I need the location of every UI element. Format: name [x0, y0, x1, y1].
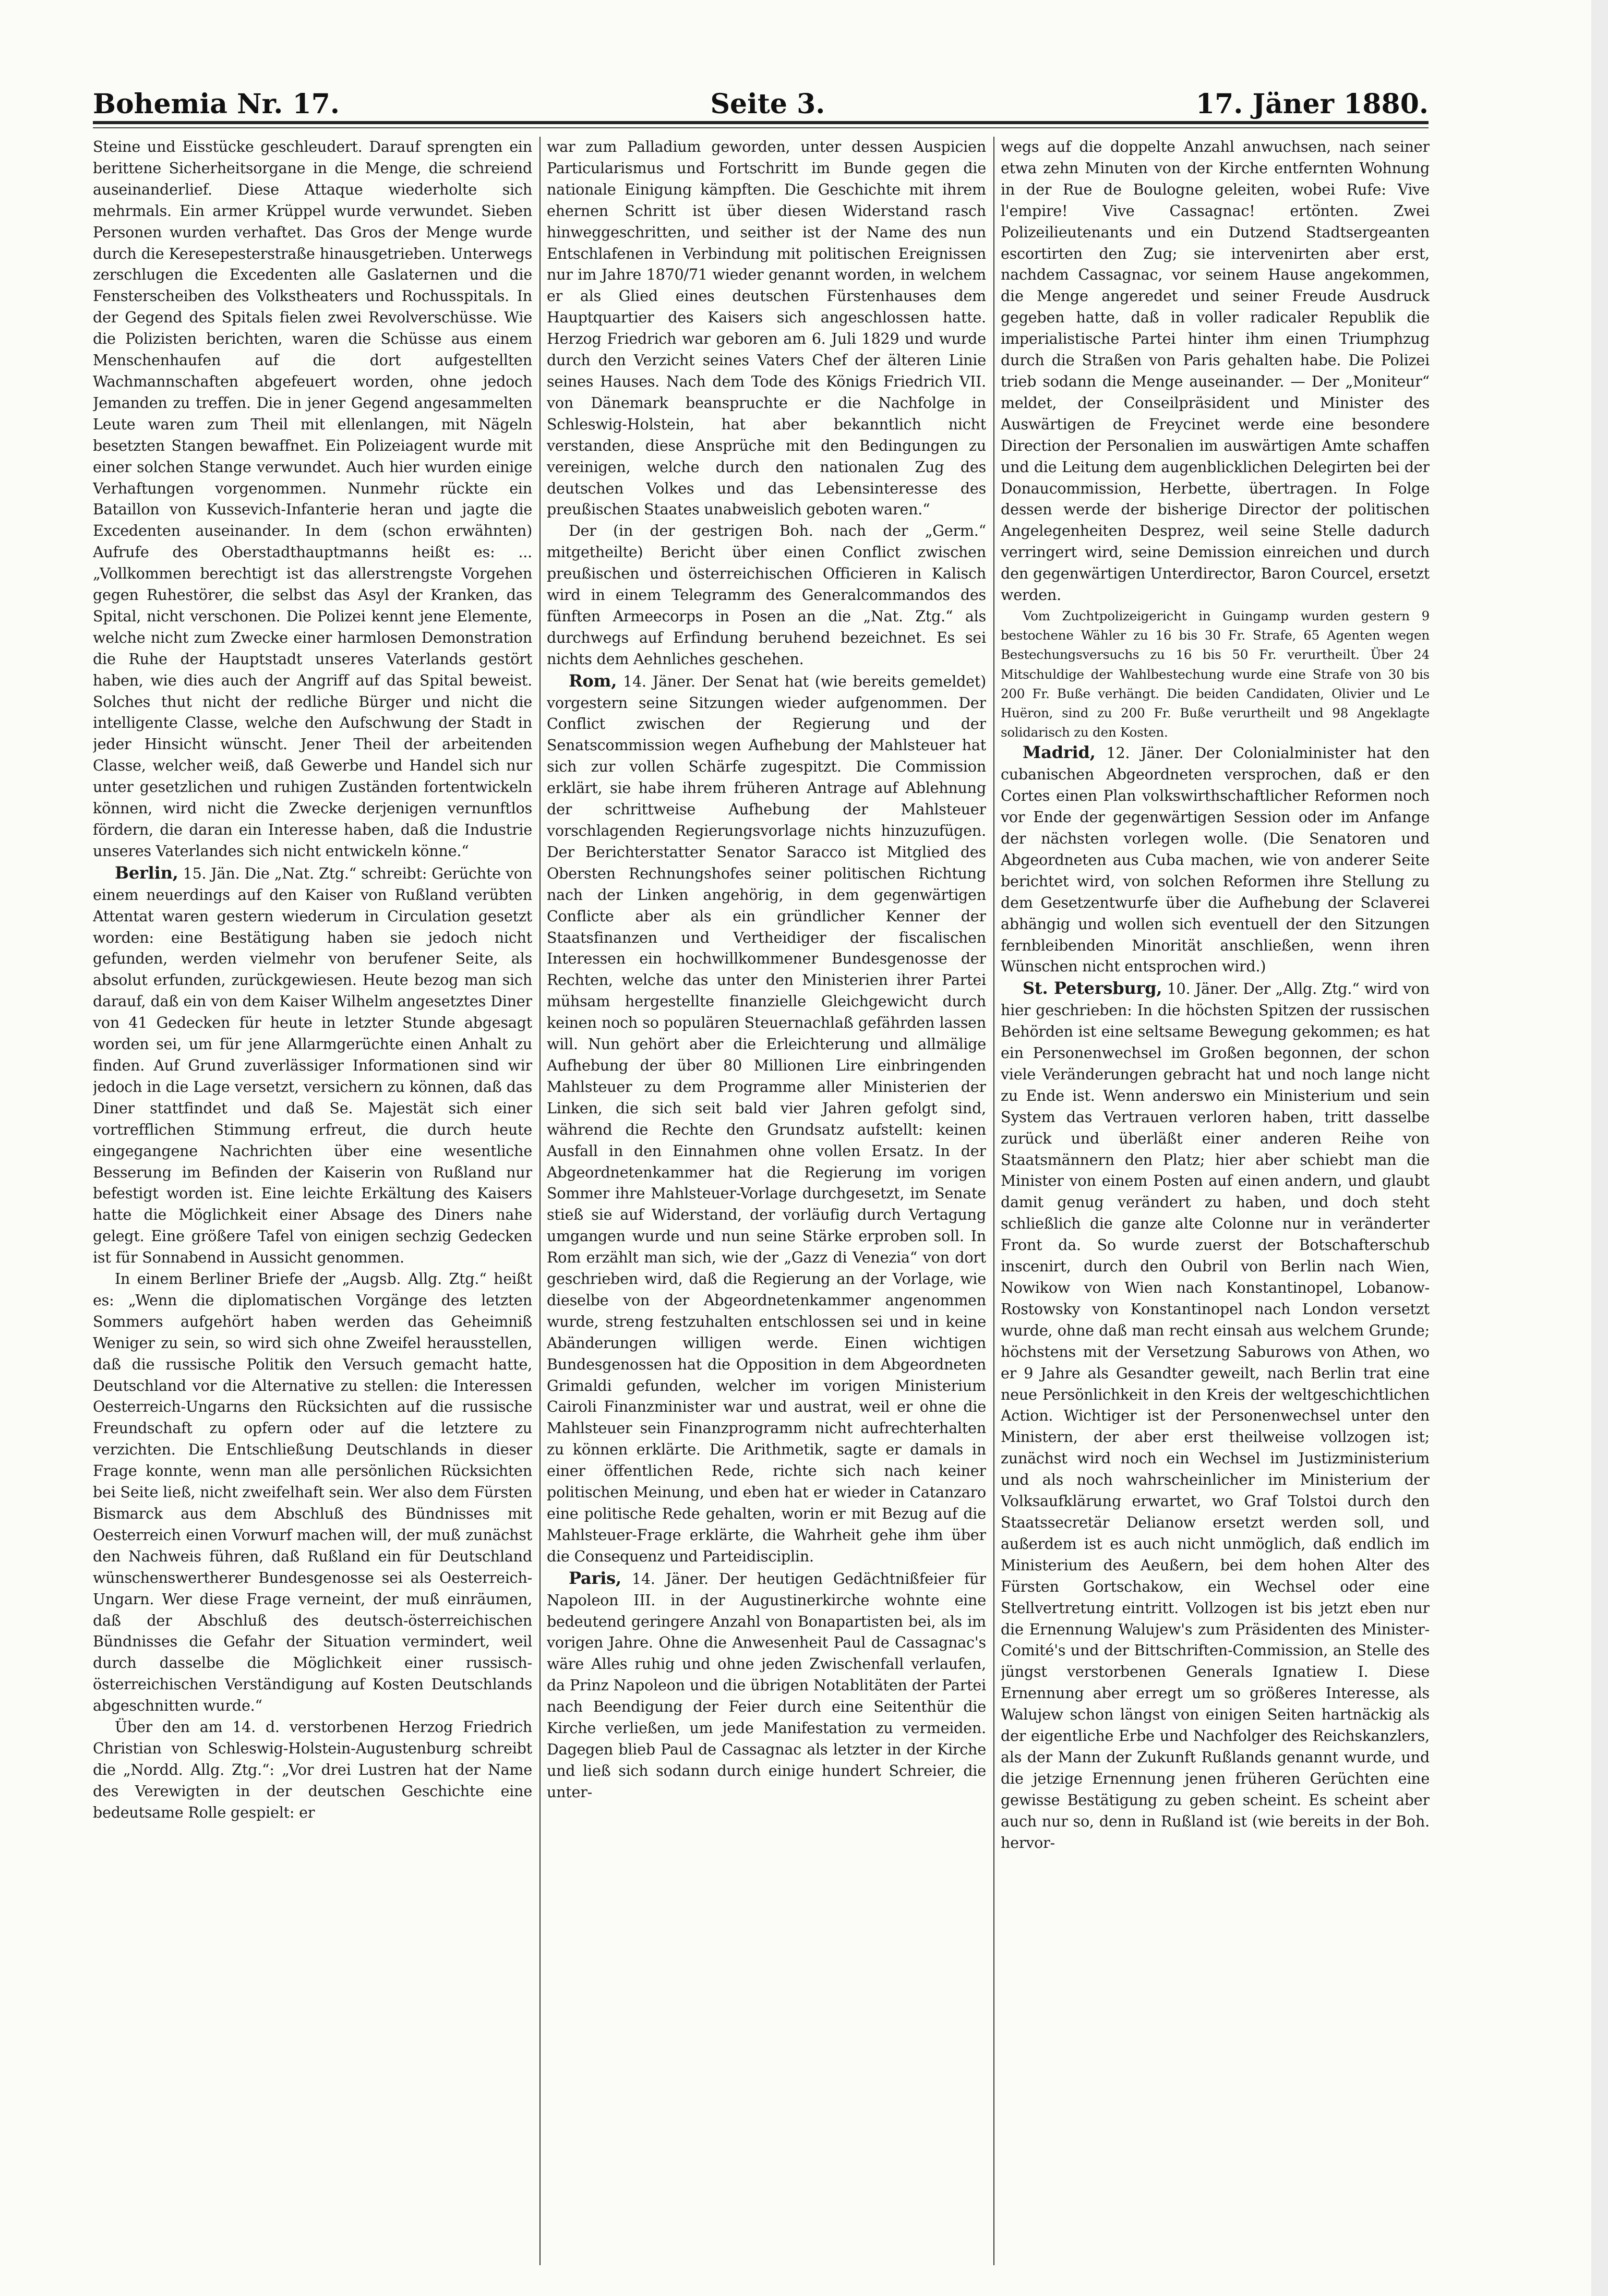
- article-paragraph: [1001, 606, 1430, 742]
- article-paragraph: [1001, 978, 1430, 1854]
- article-paragraph: [547, 670, 986, 1568]
- article-paragraph: [1001, 742, 1430, 978]
- paragraph-text: Der (in der gestrigen Boh. nach der „Germ.“ mitgetheilte) Bericht über einen Conflict zwischen preußischen und österreichischen Officieren in Kalisch wird in einem Telegramm des Generalcommandos des fünften Armeecorps in Posen an die „Nat. Ztg.“ als durchwegs auf Erfindung beruhend bezeichnet. Es sei nichts dem Aehnliches geschehen.: [547, 522, 986, 668]
- paragraph-text: Steine und Eisstücke geschleudert. Darauf sprengten ein berittene Sicherheitsorgane in die Menge, die schreiend auseinanderlief. Diese Attaque wiederholte sich mehrmals. Ein armer Krüppel wurde verwundet. Sieben Personen wurden verhaftet. Das Gros der Menge wurde durch die Keresepesterstraße hinausgetrieben. Unterwegs zerschlugen die Excedenten alle Gaslaternen und die Fensterscheiben des Volkstheaters und Rochusspitals. In der Gegend des Spitals fielen zwei Revolverschüsse. Wie die Polizisten berichten, waren die Schüsse aus einem Menschenhaufen auf die dort aufgestellten Wachmannschaften abgefeuert worden, ohne jedoch Jemanden zu treffen. Die in jener Gegend angesammelten Leute waren zum Theil mit ellenlangen, mit Nägeln besetzten Stangen bewaffnet. Ein Polizeiagent wurde mit einer solchen Stange verwundet. Auch hier wurden einige Verhaftungen vorgenommen. Nunmehr rückte ein Bataillon von Kussevich-Infanterie heran und jagte die Excedenten auseinander. In dem (schon erwähnten) Aufrufe des Oberstadthauptmanns heißt es: ... „Vollkommen berechtigt ist das allerstrengste Vorgehen gegen Ruhestörer, die selbst das Asyl der Kranken, das Spital, nicht verschonen. Die Polizei kennt jene Elemente, welche nicht zum Zwecke einer harmlosen Demonstration die Ruhe der Hauptstadt unseres Vaterlands gestört haben, wie dies auch der Angriff auf das Spital beweist. Solches thut nicht der redliche Bürger und nicht die intelligente Classe, welche den Aufschwung der Stadt in jeder Hinsicht wünscht. Jener Theil der arbeitenden Classe, welcher weiß, daß Gewerbe und Handel sich nur unter gesetzlichen und ruhigen Zuständen fortentwickeln können, wird nicht die Zwecke derjenigen vernunftlos fördern, die daran ein Interesse haben, daß die Industrie unseres Vaterlandes sich nicht entwickeln könne.“: [93, 138, 532, 860]
- dateline: Madrid,: [1023, 742, 1096, 763]
- article-paragraph: [93, 862, 532, 1269]
- article-paragraph: [1001, 137, 1430, 606]
- paragraph-text: In einem Berliner Briefe der „Augsb. Allg. Ztg.“ heißt es: „Wenn die diplomatischen Vorgänge des letzten Sommers aufgehört haben werden das Geheimniß Weniger zu sein, so wird sich ohne Zweifel herausstellen, daß die russische Politik den Versuch gemacht hatte, Deutschland vor die Alternative zu stellen: die Interessen Oesterreich-Ungarns den Rücksichten auf die russische Freundschaft zu opfern oder auf die letztere zu verzichten. Die Entschließung Deutschlands in dieser Frage konnte, wenn man alle persönlichen Rücksichten bei Seite ließ, nicht zweifelhaft sein. Wer also dem Fürsten Bismarck aus dem Abschluß des Bündnisses mit Oesterreich einen Vorwurf machen will, der muß zunächst den Nachweis führen, daß Rußland ein für Deutschland wünschenswertherer Bundesgenosse sei als Oesterreich-Ungarn. Wer diese Frage verneint, der muß einräumen, daß der Abschluß des deutsch-österreichischen Bündnisses die Gefahr der Situation vermindert, weil durch dasselbe die Möglichkeit einer russisch-österreichischen Verständigung auf Kosten Deutschlands abgeschnitten wurde.“: [93, 1270, 532, 1715]
- dateline: Rom,: [569, 670, 617, 691]
- article-paragraph: [547, 137, 986, 521]
- dateline: Paris,: [569, 1568, 621, 1588]
- header-rule: [93, 121, 1429, 124]
- paragraph-text: war zum Palladium geworden, unter dessen Auspicien Particularismus und Fortschritt im Bunde gegen die nationale Einigung kämpften. Die Geschichte mit ihrem ehernen Schritt ist über diesen Widerstand rasch hinweggeschritten, und seither ist der Name des nun Entschlafenen in Verbindung mit politischen Ereignissen nur im Jahre 1870/71 wieder genannt worden, in welchem er als Glied eines deutschen Fürstenhauses dem Hauptquartier des Kaisers sich angeschlossen hatte. Herzog Friedrich war geboren am 6. Juli 1829 und wurde durch den Verzicht seines Vaters Chef der älteren Linie seines Hauses. Nach dem Tode des Königs Friedrich VII. von Dänemark beanspruchte er die Nachfolge in Schleswig-Holstein, hat aber bekanntlich nicht verstanden, diese Ansprüche mit den Bedingungen zu vereinigen, welche durch den nationalen Zug des deutschen Volkes und das Lebensinteresse des preußischen Staates unabweislich geboten waren.“: [547, 138, 986, 519]
- paragraph-text: 14. Jäner. Der Senat hat (wie bereits gemeldet) vorgestern seine Sitzungen wieder aufgenommen. Der Conflict zwischen der Regierung und der Senatscommission wegen Aufhebung der Mahlsteuer hat sich zur vollen Schärfe zugespitzt. Die Commission erklärt, sie habe ihrem früheren Antrage auf Ablehnung der schrittweise Aufhebung der Mahlsteuer vorschlagenden Regierungsvorlage nichts hinzuzufügen. Der Berichterstatter Senator Saracco ist Mitglied des Obersten Rechnungshofes seiner politischen Richtung nach der Linken angehörig, in dem gegenwärtigen Conflicte aber als ein gründlicher Kenner der Staatsfinanzen und Vertheidiger der fiscalischen Interessen ein hochwillkommener Bundesgenosse der Rechten, welche das unter den Ministerien ihrer Partei mühsam hergestellte finanzielle Gleichgewicht durch keinen noch so populären Steuernachlaß gefährden lassen will. Nun gehört aber die Erleichterung und allmälige Aufhebung der über 80 Millionen Lire einbringenden Mahlsteuer zu dem Programme aller Ministerien der Linken, die sich seit bald vier Jahren gefolgt sind, während die Rechte den Grundsatz aufstellt: keinen Ausfall in den Einnahmen ohne vollen Ersatz. In der Abgeordnetenkammer hat die Regierung im vorigen Sommer ihre Mahlsteuer-Vorlage durchgesetzt, im Senate stieß sie auf Widerstand, der vorläufig durch Vertagung umgangen wurde und nun seine Stärke erproben soll. In Rom erzählt man sich, wie der „Gazz di Venezia“ von dort geschrieben wird, daß die Regierung an der Vorlage, wie dieselbe von der Abgeordnetenkammer angenommen wurde, streng festzuhalten entschlossen sei und in keine Abänderungen willigen werde. Einen wichtigen Bundesgenossen hat die Opposition in dem Abgeordneten Grimaldi gefunden, welcher im vorigen Ministerium Cairoli Finanzminister war und austrat, weil er ohne die Mahlsteuer sein Finanzprogramm nicht aufrechterhalten zu können erklärte. Die Arithmetik, sagte er damals in einer öffentlichen Rede, richte sich nach keiner politischen Meinung, und eben hat er wieder in Catanzaro eine politische Rede gehalten, worin er mit Bezug auf die Mahlsteuer-Frage erklärte, die Wahrheit gehe ihm über die Consequenz und Parteidisciplin.: [547, 672, 986, 1565]
- article-paragraph: [547, 1568, 986, 1804]
- header-title: Bohemia Nr. 17.: [93, 88, 340, 120]
- header-page-number: Seite 3.: [710, 88, 825, 120]
- page-header: [93, 78, 1429, 120]
- dateline: Berlin,: [115, 862, 178, 883]
- column-divider: [993, 137, 994, 2265]
- article-paragraph: [93, 137, 532, 862]
- paragraph-text: wegs auf die doppelte Anzahl anwuchsen, nach seiner etwa zehn Minuten von der Kirche entfernten Wohnung in der Rue de Boulogne geleiten, wobei Rufe: Vive l'empire! Vive Cassagnac! ertönten. Zwei Polizeilieutenants und ein Dutzend Stadtsergeanten escortirten den Zug; sie intervenirten aber erst, nachdem Cassagnac, vor seinem Hause angekommen, die Menge angeredet und seiner Freude Ausdruck gegeben hatte, daß in voller radicaler Republik die imperialistische Partei hinter ihm einen Triumphzug durch die Straßen von Paris gehalten habe. Die Polizei trieb sodann die Menge auseinander. — Der „Moniteur“ meldet, der Conseilpräsident und Minister des Auswärtigen de Freycinet werde eine besondere Direction der Personalien im auswärtigen Amte schaffen und die Leitung dem augenblicklichen Delegirten bei der Donaucommission, Herbette, übertragen. In Folge dessen werde der bisherige Director der politischen Angelegenheiten Desprez, weil seine Stelle dadurch verringert wird, seine Demission einreichen und durch den gegenwärtigen Unterdirector, Baron Courcel, ersetzt werden.: [1001, 138, 1430, 604]
- article-paragraph: [93, 1269, 532, 1717]
- column-divider: [539, 137, 541, 2265]
- paragraph-text: 15. Jän. Die „Nat. Ztg.“ schreibt: Gerüchte von einem neuerdings auf den Kaiser von Rußland verübten Attentat waren gestern wiederum in Circulation gesetzt worden: eine Bestätigung haben sie jedoch nicht gefunden, werden vielmehr von berufener Seite, als absolut erfunden, zurückgewiesen. Heute bezog man sich darauf, daß ein von dem Kaiser Wilhelm angesetztes Diner von 41 Gedecken für heute in letzter Stunde abgesagt worden sei, um für jene Allarmgerüchte einen Anhalt zu finden. Auf Grund zuverlässiger Informationen sind wir jedoch in die Lage versetzt, versichern zu können, daß das Diner stattfindet und daß Se. Majestät sich einer vortrefflichen Stimmung erfreut, die durch heute eingegangene Nachrichten über eine wesentliche Besserung im Befinden der Kaiserin von Rußland nur befestigt worden ist. Eine leichte Erkältung des Kaisers hatte die Möglichkeit einer Absage des Diners nahe gelegt. Eine größere Tafel von einigen sechzig Gedecken ist für Sonnabend in Aussicht genommen.: [93, 864, 532, 1267]
- paragraph-text: 10. Jäner. Der „Allg. Ztg.“ wird von hier geschrieben: In die höchsten Spitzen der russischen Behörden ist eine seltsame Bewegung gekommen; es hat ein Personenwechsel im Großen begonnen, der schon viele Veränderungen gebracht hat und noch lange nicht zu Ende ist. Wenn anderswo ein Ministerium und sein System das Vertrauen verloren haben, tritt dasselbe zurück und überläßt einer anderen Reihe von Staatsmännern den Platz; hier aber schiebt man die Minister von einem Posten auf einen andern, und glaubt damit genug verändert zu haben, und doch steht schließlich die ganze alte Colonne nur in veränderter Front da. So wurde zuerst der Botschafterschub inscenirt, durch den Oubril von Berlin nach Wien, Nowikow von Wien nach Konstantinopel, Lobanow-Rostowsky von Konstantinopel nach London versetzt wurde, ohne daß man recht einsah aus welchem Grunde; höchstens mit der Versetzung Saburows von Athen, wo er 9 Jahre als Gesandter geweilt, nach Berlin trat eine neue Persönlichkeit in den Kreis der weltgeschichtlichen Action. Wichtiger ist der Personenwechsel unter den Ministern, der aber erst theilweise vollzogen ist; zunächst wird noch ein Wechsel im Justizministerium und als noch wahrscheinlicher im Ministerium der Volksaufklärung erwartet, wo Graf Tolstoi durch den Staatssecretär Delianow ersetzt werden soll, und außerdem ist es auch nicht unmöglich, daß endlich im Ministerium des Aeußern, bei dem hohen Alter des Fürsten Gortschakow, ein Wechsel oder eine Stellvertretung eintritt. Vollzogen ist bis jetzt eben nur die Ernennung Walujew's zum Präsidenten des Minister-Comité's und der Bittschriften-Commission, an Stelle des jüngst verstorbenen Generals Ignatiew I. Diese Ernennung aber erregt um so größeres Interesse, als Walujew schon längst von einigen Seiten hartnäckig als der eigentliche Erbe und Nachfolger des Reichskanzlers, als der Mann der Zukunft Rußlands genannt wurde, und die jetzige Ernennung jenen früheren Gerüchten eine gewisse Bestätigung zu geben scheint. Es scheint aber auch nur so, denn in Rußland ist (wie bereits in der Boh. hervor-: [1001, 980, 1430, 1852]
- column-1: [93, 137, 532, 2270]
- header-date: 17. Jäner 1880.: [1195, 88, 1429, 120]
- article-paragraph: [93, 1717, 532, 1824]
- header-rule-thin: [93, 127, 1429, 128]
- column-2: [547, 137, 986, 2270]
- paragraph-text: Vom Zuchtpolizeigericht in Guingamp wurden gestern 9 bestochene Wähler zu 16 bis 30 Fr. Strafe, 65 Agenten wegen Bestechungsversuchs zu 16 bis 50 Fr. verurtheilt. Über 24 Mitschuldige der Wahlbestechung wurde eine Strafe von 30 bis 200 Fr. Buße verhängt. Die beiden Candidaten, Olivier und Le Huëron, sind zu 200 Fr. Buße verurtheilt und 98 Angeklagte solidarisch zu den Kosten.: [1001, 608, 1430, 740]
- paragraph-text: 14. Jäner. Der heutigen Gedächtnißfeier für Napoleon III. in der Augustinerkirche wohnte eine bedeutend geringere Anzahl von Bonapartisten bei, als im vorigen Jahre. Ohne die Anwesenheit Paul de Cassagnac's wäre Alles ruhig und ohne jeden Zwischenfall verlaufen, da Prinz Napoleon und die übrigen Notablitäten der Partei nach Beendigung der Feier durch eine Seitenthür die Kirche verließen, um jede Manifestation zu vermeiden. Dagegen blieb Paul de Cassagnac als letzter in der Kirche und ließ sich sodann durch einige hundert Schreier, die unter-: [547, 1570, 986, 1801]
- paragraph-text: Über den am 14. d. verstorbenen Herzog Friedrich Christian von Schleswig-Holstein-Augustenburg schreibt die „Nordd. Allg. Ztg.“: „Vor drei Lustren hat der Name des Verewigten in der deutschen Geschichte eine bedeutsame Rolle gespielt: er: [93, 1718, 532, 1821]
- dateline: St. Petersburg,: [1023, 978, 1162, 999]
- paragraph-text: 12. Jäner. Der Colonialminister hat den cubanischen Abgeordneten versprochen, daß er den Cortes einen Plan volkswirthschaftlicher Reformen noch vor Ende der gegenwärtigen Session oder im Anfange der nächsten vorlegen wolle. (Die Senatoren und Abgeordneten aus Cuba machen, wie von anderer Seite berichtet wird, von solchen Reformen ihre Stellung zu dem Gesetzentwurfe über die Aufhebung der Sclaverei abhängig und wollen sich eventuell der den Sitzungen fernbleibenden Minorität anschließen, wenn ihren Wünschen nicht entsprochen wird.): [1001, 744, 1430, 976]
- article-paragraph: [547, 521, 986, 670]
- scan-edge: [1591, 0, 1608, 2296]
- column-3: [1001, 137, 1430, 2270]
